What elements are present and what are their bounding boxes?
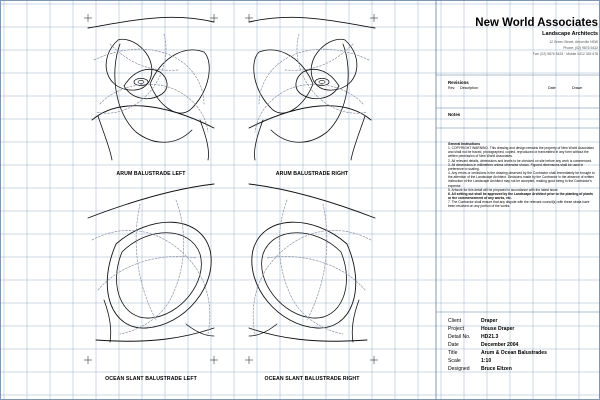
detail-key: Designed [448,366,470,372]
detail-value: HD21.3 [481,334,499,340]
detail-key: Title [448,350,458,356]
detail-row-scale [448,358,598,366]
firm-subtitle: Landscape Architects [542,31,598,37]
notes-heading: Notes [448,112,461,117]
title-block [436,0,600,400]
arum-left-label: ARUM BALUSTRADE LEFT [116,171,186,177]
note-paragraph: 2. All relevant details, dimensions and levels to be checked on site before any work is commenced. [448,158,593,163]
ocean-slant-balustrade-right-drawing [249,184,375,342]
note-paragraph: 3. All dimensions in millimetres unless otherwise shown. Figured dimensions shall be used in preference to scaling. [448,162,584,171]
arum-right-label: ARUM BALUSTRADE RIGHT [275,171,349,177]
arum-balustrade-left-drawing [88,17,214,160]
firm-name: New World Associates [475,17,598,29]
note-paragraph: 4. Any errors or omissions in the drawing observed by the Contractor shall immediately be brought to the attention of the Landscape Architect. Decisions made by the Contractor in the absence of written instruction of the Landscape Architect may not be accepted, making good being to the Contractor's expense. [448,171,595,188]
detail-key: Scale [448,358,461,364]
detail-row-date [448,342,598,350]
note-paragraph: 7. The Contractor shall ensure that any dispute with the relevant council(s) with these strata have been resolved on any portion of the works. [448,200,590,209]
detail-value: Draper [481,318,498,324]
detail-key: Date [448,342,459,348]
detail-key: Project [448,326,464,332]
drawn-column: Drawn [572,86,583,90]
detail-row-designed [448,366,598,374]
detail-value: Bruce Eltzen [481,366,512,372]
firm-address-line: Phone: (02) 9876 5432 [563,46,598,50]
note-paragraph: 1. COPYRIGHT WARNING. This drawing and design remains the property of New World Associates and shall not be traced, photographed, copied, reproduced or transmitted in any form without the written permission of New World Associates. [448,146,594,159]
detail-row-detail-no [448,334,598,342]
revisions-heading: Revisions [448,80,469,85]
firm-address-line: 12 Green Street, Arborville NSW [549,40,598,44]
date-column: Date [548,86,556,90]
note-paragraph-bold: 6. All setting out shall be approved by the Landscape Architect prior to the planting of plants or the commencement of any works, etc. [448,191,594,201]
description-column: Description [460,86,478,90]
general-instructions-heading: General Instructions [448,142,481,146]
firm-address-line: Fax: (02) 9876 5433 · Mobile 0412 345 678 [532,52,598,56]
note-paragraph: 5. Artwork for this detail will be prepared in accordance with the latest issue. [448,187,559,192]
detail-row-client [448,318,598,326]
detail-value: 1:10 [481,358,492,364]
detail-value: December 2004 [481,342,519,348]
ocean-left-label: OCEAN SLANT BALUSTRADE LEFT [105,376,197,382]
rev-column: Rev. [448,86,456,90]
general-instructions [448,142,596,209]
detail-row-title [448,350,598,358]
ocean-right-label: OCEAN SLANT BALUSTRADE RIGHT [264,376,360,382]
arum-balustrade-right-drawing [249,17,375,160]
detail-key: Client [448,318,462,324]
ocean-slant-balustrade-left-drawing [88,184,214,342]
detail-value: Arum & Ocean Balustrades [481,350,547,356]
detail-row-project [448,326,598,334]
detail-key: Detail No. [448,334,471,340]
detail-value: House Draper [481,326,515,332]
